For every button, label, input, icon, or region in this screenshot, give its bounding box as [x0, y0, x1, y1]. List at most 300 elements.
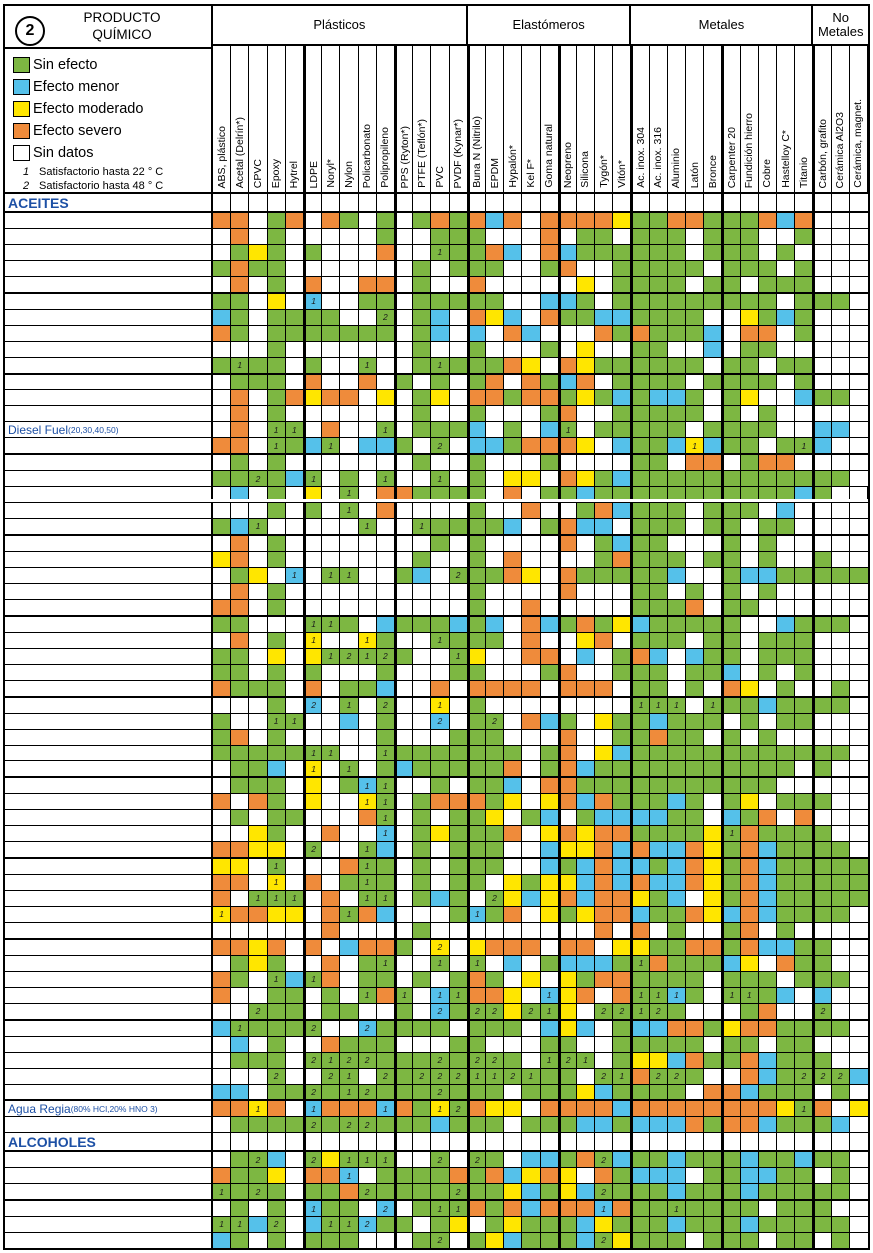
compat-cell [249, 761, 267, 776]
compat-cell [668, 584, 686, 599]
compat-cell [850, 277, 868, 292]
compat-cell [631, 1101, 649, 1116]
compat-cell [431, 1152, 449, 1167]
compat-cell [359, 649, 377, 664]
compat-cell [832, 326, 850, 341]
compat-cell [450, 471, 468, 486]
compat-cell [522, 1069, 540, 1084]
table-row [5, 665, 868, 681]
compat-cell [450, 746, 468, 761]
compat-cell [722, 778, 740, 793]
compat-cell [468, 294, 486, 309]
compat-cell [704, 406, 722, 421]
compat-cell [704, 761, 722, 776]
compat-cell [850, 455, 868, 470]
compat-cell [541, 778, 559, 793]
compat-cell [304, 810, 322, 825]
compat-cell [431, 471, 449, 486]
compat-cell [522, 730, 540, 745]
compat-cell [468, 584, 486, 599]
compat-cell [813, 826, 831, 841]
compat-cell [486, 1101, 504, 1116]
compat-cell [686, 1152, 704, 1167]
compat-cell [741, 358, 759, 373]
compat-cell [286, 438, 304, 453]
compat-cell [395, 552, 413, 567]
compat-cell [650, 1217, 668, 1232]
compat-cell [777, 875, 795, 890]
compat-cell [722, 761, 740, 776]
compat-cell [832, 390, 850, 405]
compat-cell [268, 310, 286, 325]
compat-cell [522, 1201, 540, 1216]
compat-cell [650, 714, 668, 729]
compat-cell [286, 326, 304, 341]
footnote-text: Satisfactorio hasta 48 ° C [39, 180, 164, 192]
compat-cell [413, 390, 431, 405]
compat-cell [686, 875, 704, 890]
compat-cell [541, 1168, 559, 1183]
compat-cell [813, 536, 831, 551]
compat-cell [395, 277, 413, 292]
compat-cell [741, 617, 759, 632]
compat-cell [650, 1004, 668, 1019]
row-label [5, 1233, 213, 1248]
compat-cell [613, 859, 631, 874]
table-row [5, 503, 868, 519]
compat-cell [359, 277, 377, 292]
compat-cell [377, 503, 395, 518]
compat-cell [595, 681, 613, 696]
compat-cell [213, 681, 231, 696]
compat-cell [268, 1117, 286, 1132]
compat-cell [795, 310, 813, 325]
compat-cell [304, 568, 322, 583]
compat-cell [850, 826, 868, 841]
compat-cell [795, 552, 813, 567]
compat-cell [741, 294, 759, 309]
compat-cell [631, 1053, 649, 1068]
compat-cell [213, 471, 231, 486]
compat-cell [759, 487, 777, 499]
compat-cell [813, 842, 831, 857]
compat-cell [704, 891, 722, 906]
compat-cell [359, 552, 377, 567]
compat-cell [486, 923, 504, 938]
compat-cell [832, 1184, 850, 1199]
compat-cell [413, 519, 431, 534]
compat-cell [468, 1053, 486, 1068]
cell-footnote-number: 1 [328, 1054, 334, 1065]
compat-cell [777, 842, 795, 857]
compat-cell [431, 940, 449, 955]
compat-cell [668, 358, 686, 373]
compat-cell [340, 342, 358, 357]
compat-cell [704, 859, 722, 874]
compat-cell [832, 438, 850, 453]
compat-cell [231, 907, 249, 922]
compat-cell [268, 1184, 286, 1199]
compat-cell [213, 277, 231, 292]
compat-cell [668, 778, 686, 793]
compat-cell [322, 665, 340, 680]
compat-cell [541, 600, 559, 615]
compat-cell [486, 568, 504, 583]
compat-cell [577, 487, 595, 499]
cell-footnote-number: 2 [382, 1070, 388, 1081]
compat-cell [595, 390, 613, 405]
compat-cell [613, 617, 631, 632]
compat-cell [286, 406, 304, 421]
compat-cell [322, 584, 340, 599]
compat-cell [613, 681, 631, 696]
compat-cell [650, 1152, 668, 1167]
compat-cell [231, 1217, 249, 1232]
cell-footnote-number: 1 [328, 651, 334, 661]
compat-cell [795, 698, 813, 713]
compat-cell [359, 940, 377, 955]
compat-cell [559, 842, 577, 857]
compat-cell [486, 810, 504, 825]
compat-cell [268, 988, 286, 1003]
table-row [5, 1101, 868, 1117]
compat-cell [377, 649, 395, 664]
cell-footnote-number: 2 [455, 1103, 461, 1114]
compat-cell [832, 714, 850, 729]
compat-cell [231, 1085, 249, 1100]
compat-cell [722, 326, 740, 341]
table-row [5, 730, 868, 746]
compat-cell [286, 875, 304, 890]
compat-cell [231, 600, 249, 615]
compat-cell [395, 471, 413, 486]
compat-cell [322, 1201, 340, 1216]
compat-cell [577, 358, 595, 373]
compat-cell [631, 326, 649, 341]
compat-cell [522, 761, 540, 776]
compat-cell [395, 487, 413, 499]
compat-cell [850, 536, 868, 551]
compat-cell [340, 229, 358, 244]
compat-cell [213, 342, 231, 357]
table-row [5, 600, 868, 617]
compat-cell [268, 1233, 286, 1248]
compat-cell [249, 859, 267, 874]
compat-cell [213, 422, 231, 437]
compat-cell [268, 810, 286, 825]
compat-cell [249, 1117, 267, 1132]
compat-cell [577, 714, 595, 729]
compat-cell [777, 229, 795, 244]
compat-cell [631, 633, 649, 648]
compat-cell [486, 778, 504, 793]
compat-cell [759, 810, 777, 825]
compat-cell [504, 1184, 522, 1199]
compat-cell [413, 778, 431, 793]
empty-cell [650, 194, 668, 211]
cell-footnote-number: 2 [346, 651, 352, 661]
compat-cell [541, 1085, 559, 1100]
compat-cell [795, 229, 813, 244]
compat-cell [431, 455, 449, 470]
compat-cell [486, 487, 504, 499]
compat-cell [541, 761, 559, 776]
cell-footnote-number: 2 [437, 1235, 443, 1246]
compat-cell [504, 471, 522, 486]
compat-cell [795, 730, 813, 745]
compat-cell [813, 1101, 831, 1116]
compat-cell [413, 600, 431, 615]
compat-cell [668, 600, 686, 615]
compat-cell [813, 891, 831, 906]
compat-cell [795, 1184, 813, 1199]
compat-cell [741, 438, 759, 453]
compat-cell [413, 375, 431, 390]
compat-cell [450, 1168, 468, 1183]
cell-footnote-number: 2 [364, 1022, 370, 1033]
table-row [5, 1069, 868, 1085]
compat-cell [413, 972, 431, 987]
row-label [5, 1168, 213, 1183]
compat-cell [359, 730, 377, 745]
compat-cell [722, 310, 740, 325]
compat-cell [322, 649, 340, 664]
compat-cell [613, 229, 631, 244]
compat-cell [268, 972, 286, 987]
compat-cell [450, 1117, 468, 1132]
compat-cell [304, 1101, 322, 1116]
compat-cell [631, 956, 649, 971]
compat-cell [268, 552, 286, 567]
column-header-label: Vitón* [615, 160, 628, 188]
compat-cell [631, 261, 649, 276]
compat-cell [486, 261, 504, 276]
compat-cell [395, 1021, 413, 1036]
compat-cell [431, 698, 449, 713]
compat-cell [377, 1152, 395, 1167]
compat-cell [813, 1233, 831, 1248]
compat-cell [322, 471, 340, 486]
compat-cell [249, 907, 267, 922]
compat-cell [722, 1152, 740, 1167]
cell-footnote-number: 1 [382, 473, 388, 484]
compat-cell [686, 1201, 704, 1216]
compat-cell [577, 1168, 595, 1183]
compat-cell [686, 310, 704, 325]
compat-cell [668, 261, 686, 276]
compat-cell [249, 584, 267, 599]
compat-cell [595, 810, 613, 825]
compat-cell [577, 746, 595, 761]
cell-footnote-number: 1 [255, 1103, 261, 1114]
compat-cell [595, 600, 613, 615]
compat-cell [813, 471, 831, 486]
empty-cell [286, 194, 304, 211]
compat-cell [249, 1233, 267, 1248]
compat-cell [268, 503, 286, 518]
compat-cell [286, 940, 304, 955]
compat-cell [304, 503, 322, 518]
compat-cell [504, 1085, 522, 1100]
compat-cell [741, 1201, 759, 1216]
compat-cell [650, 390, 668, 405]
compat-cell [559, 761, 577, 776]
compat-cell [631, 1201, 649, 1216]
compat-cell [541, 649, 559, 664]
compat-cell [631, 972, 649, 987]
compat-cell [504, 390, 522, 405]
compat-cell [268, 277, 286, 292]
compat-cell [486, 294, 504, 309]
compat-cell [832, 730, 850, 745]
legend-item [13, 142, 211, 164]
compat-cell [413, 956, 431, 971]
compat-cell [340, 584, 358, 599]
compat-cell [686, 681, 704, 696]
compat-cell [559, 375, 577, 390]
compat-cell [595, 617, 613, 632]
compat-cell [595, 326, 613, 341]
compat-cell [213, 455, 231, 470]
empty-cell [686, 194, 704, 211]
compat-cell [650, 519, 668, 534]
compat-cell [231, 277, 249, 292]
compat-cell [595, 422, 613, 437]
compat-cell [850, 649, 868, 664]
compat-cell [249, 358, 267, 373]
compat-cell [741, 1101, 759, 1116]
compat-cell [231, 794, 249, 809]
compat-cell [395, 665, 413, 680]
compat-cell [722, 633, 740, 648]
compat-cell [413, 714, 431, 729]
cell-footnote-number: 1 [328, 747, 334, 758]
compat-cell [777, 406, 795, 421]
compat-cell [686, 842, 704, 857]
compat-cell [268, 1021, 286, 1036]
compat-cell [850, 422, 868, 437]
compat-cell [559, 794, 577, 809]
compat-cell [577, 842, 595, 857]
compat-cell [832, 310, 850, 325]
compat-cell [777, 778, 795, 793]
compat-cell [268, 714, 286, 729]
compat-cell [850, 633, 868, 648]
compat-cell [650, 826, 668, 841]
compat-cell [377, 1184, 395, 1199]
compat-cell [577, 633, 595, 648]
compat-cell [668, 1152, 686, 1167]
compat-cell [231, 649, 249, 664]
compat-cell [304, 471, 322, 486]
compat-cell [286, 245, 304, 260]
compat-cell [832, 1217, 850, 1232]
compat-cell [813, 1168, 831, 1183]
compat-cell [286, 1184, 304, 1199]
compat-cell [595, 859, 613, 874]
compat-cell [704, 956, 722, 971]
compat-cell [741, 1085, 759, 1100]
compat-cell [686, 455, 704, 470]
cell-footnote-number: 2 [837, 1070, 843, 1081]
cell-footnote-number: 1 [328, 570, 334, 581]
empty-cell [759, 194, 777, 211]
compat-cell [486, 390, 504, 405]
compat-cell [595, 1184, 613, 1199]
compat-cell [304, 891, 322, 906]
compat-cell [504, 326, 522, 341]
table-row [5, 229, 868, 245]
compat-cell [577, 681, 595, 696]
cell-footnote-number: 1 [364, 635, 370, 646]
compat-cell [340, 1233, 358, 1248]
compat-cell [395, 1037, 413, 1052]
compat-cell [559, 552, 577, 567]
compat-cell [777, 956, 795, 971]
compat-cell [813, 746, 831, 761]
compat-cell [850, 1101, 868, 1116]
compat-cell [522, 584, 540, 599]
compat-cell [686, 261, 704, 276]
compat-cell [668, 552, 686, 567]
cell-footnote-number: 1 [437, 1203, 443, 1214]
compat-cell [249, 229, 267, 244]
compat-cell [613, 1053, 631, 1068]
compat-cell [213, 390, 231, 405]
compat-cell [213, 810, 231, 825]
compat-cell [668, 406, 686, 421]
compat-cell [832, 988, 850, 1003]
compat-cell [249, 746, 267, 761]
compat-cell [759, 1168, 777, 1183]
row-label [5, 375, 213, 390]
compat-cell [377, 1053, 395, 1068]
compat-cell [377, 1201, 395, 1216]
compat-cell [631, 277, 649, 292]
compat-cell [340, 310, 358, 325]
compat-cell [850, 568, 868, 583]
compat-cell [286, 891, 304, 906]
compat-cell [213, 988, 231, 1003]
compat-cell [650, 988, 668, 1003]
compat-cell [304, 1217, 322, 1232]
compat-cell [686, 1233, 704, 1248]
compat-cell [595, 714, 613, 729]
compat-cell [340, 649, 358, 664]
empty-cell [268, 194, 286, 211]
compat-cell [322, 390, 340, 405]
column-header-20 [559, 46, 577, 192]
compat-cell [413, 261, 431, 276]
compat-cell [777, 940, 795, 955]
compat-cell [377, 761, 395, 776]
compat-cell [359, 600, 377, 615]
compat-cell [813, 923, 831, 938]
compat-cell [704, 1201, 722, 1216]
compat-cell [413, 326, 431, 341]
empty-cell [559, 194, 577, 211]
compat-cell [777, 681, 795, 696]
compat-cell [541, 294, 559, 309]
compat-cell [541, 261, 559, 276]
empty-cell [832, 194, 850, 211]
compat-cell [741, 390, 759, 405]
header-right-panel [213, 6, 868, 192]
column-group-row [213, 6, 868, 46]
compat-cell [595, 907, 613, 922]
compat-cell [559, 940, 577, 955]
compat-cell [668, 245, 686, 260]
